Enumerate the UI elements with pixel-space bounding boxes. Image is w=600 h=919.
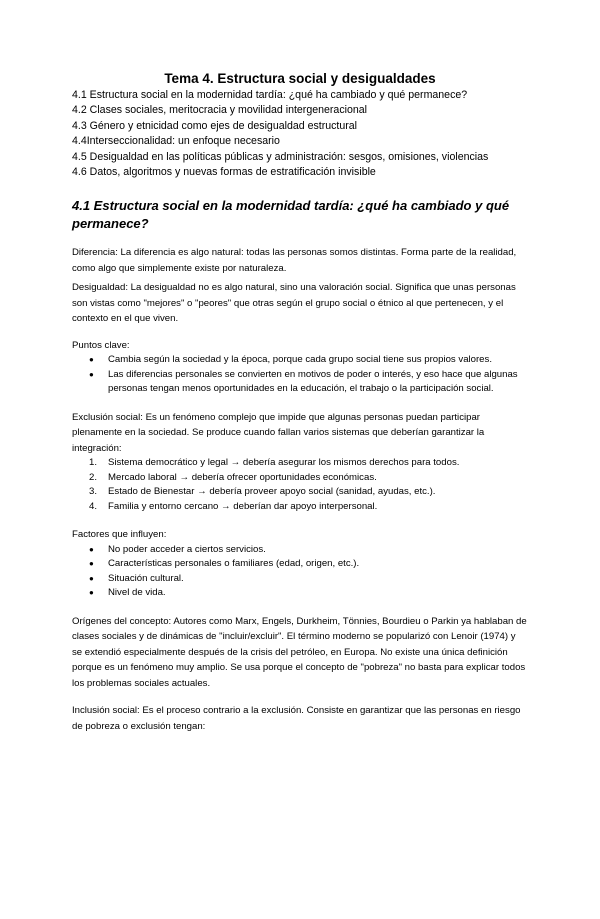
list-item [72,543,528,558]
puntos-clave-list [72,353,528,397]
list-item-text: Nivel de vida. [108,587,166,599]
toc-item: 4.6 Datos, algoritmos y nuevas formas de estratificación invisible [72,166,376,179]
section-heading: 4.1 Estructura social en la modernidad tardía: ¿qué ha cambiado y qué permanece? [72,198,510,232]
list-item [72,586,528,601]
list-item [72,368,528,397]
list-item [72,353,528,368]
toc-item: 4.1 Estructura social en la modernidad tardía: ¿qué ha cambiado y qué permanece? [72,89,468,101]
list-item-text: Cambia según la sociedad y la época, porque cada grupo social tiene sus propios valores. [108,354,492,366]
toc-item: 4.4Interseccionalidad: un enfoque necesario [72,135,280,148]
bullet-icon: ● [89,573,94,583]
list-number: 2. [89,471,98,483]
factores-label: Factores que influyen: [72,529,167,541]
puntos-clave-label: Puntos clave: [72,339,130,351]
document-title: Tema 4. Estructura social y desigualdades [164,71,436,86]
factores-list [72,543,528,601]
exclusion-paragraph: Exclusión social: Es un fenómeno complejo que impide que algunas personas puedan participar plenamente en la sociedad. Se produce cuando fallan varios sistemas que deberían garantizar la integración: [72,411,485,454]
list-item-text: Familia y entorno cercano → deberían dar apoyo interpersonal. [108,500,378,512]
bullet-icon: ● [89,355,94,365]
document-page [0,71,600,919]
bullet-icon: ● [89,369,94,379]
inclusion-paragraph: Inclusión social: Es el proceso contrario a la exclusión. Consiste en garantizar que las personas en riesgo de pobreza o exclusión tengan: [72,705,521,732]
diferencia-paragraph: Diferencia: La diferencia es algo natural: todas las personas somos distintas. Forma parte de la realidad, como algo que simplemente existe por naturaleza. [72,247,517,274]
list-number: 4. [89,500,98,512]
list-item [72,456,528,471]
list-item-text: Las diferencias personales se convierten en motivos de poder o interés, y eso hace que algunas personas tengan menos oportunidades en la educación, el trabajo o la participación social. [108,368,518,395]
list-number: 1. [89,457,98,469]
list-item [72,572,528,587]
list-item-text: Sistema democrático y legal → debería asegurar los mismos derechos para todos. [108,457,460,469]
toc-item: 4.3 Género y etnicidad como ejes de desigualdad estructural [72,119,358,132]
list-item-text: Mercado laboral → debería ofrecer oportunidades económicas. [108,471,377,483]
list-item [72,500,528,515]
list-item-text: Situación cultural. [108,572,184,584]
list-item-text: No poder acceder a ciertos servicios. [108,543,266,555]
bullet-icon: ● [89,544,94,554]
list-item [72,471,528,486]
origenes-paragraph: Orígenes del concepto: Autores como Marx, Engels, Durkheim, Tönnies, Bourdieu o Parkin ya hablaban de clases sociales y de dinámicas de "incluir/excluir". El término moderno se popularizó con Lenoir (1974) y se extendió especialmente después de la crisis del petróleo, en Europa. No existe una única definición porque es un fenómeno muy amplio. Se usa porque el concepto de "pobreza" no basta para explicar todos los problemas sociales actuales. [72,615,527,689]
toc-item: 4.2 Clases sociales, meritocracia y movilidad intergeneracional [72,104,367,117]
bullet-icon: ● [89,588,94,598]
list-item [72,557,528,572]
table-of-contents [72,88,528,180]
list-number: 3. [89,486,98,498]
bullet-icon: ● [89,559,94,569]
list-item [72,485,528,500]
toc-item: 4.5 Desigualdad en las políticas públicas y administración: sesgos, omisiones, violencias [72,150,489,163]
desigualdad-paragraph: Desigualdad: La desigualdad no es algo natural, sino una valoración social. Significa que unas personas son vistas como "mejores" o "peores" que otras según el grupo social o étnico al que pertenecen, y el contexto en el que viven. [72,282,516,325]
list-item-text: Características personales o familiares (edad, origen, etc.). [108,558,360,570]
sistemas-list [72,456,528,514]
list-item-text: Estado de Bienestar → debería proveer apoyo social (sanidad, ayudas, etc.). [108,486,436,498]
